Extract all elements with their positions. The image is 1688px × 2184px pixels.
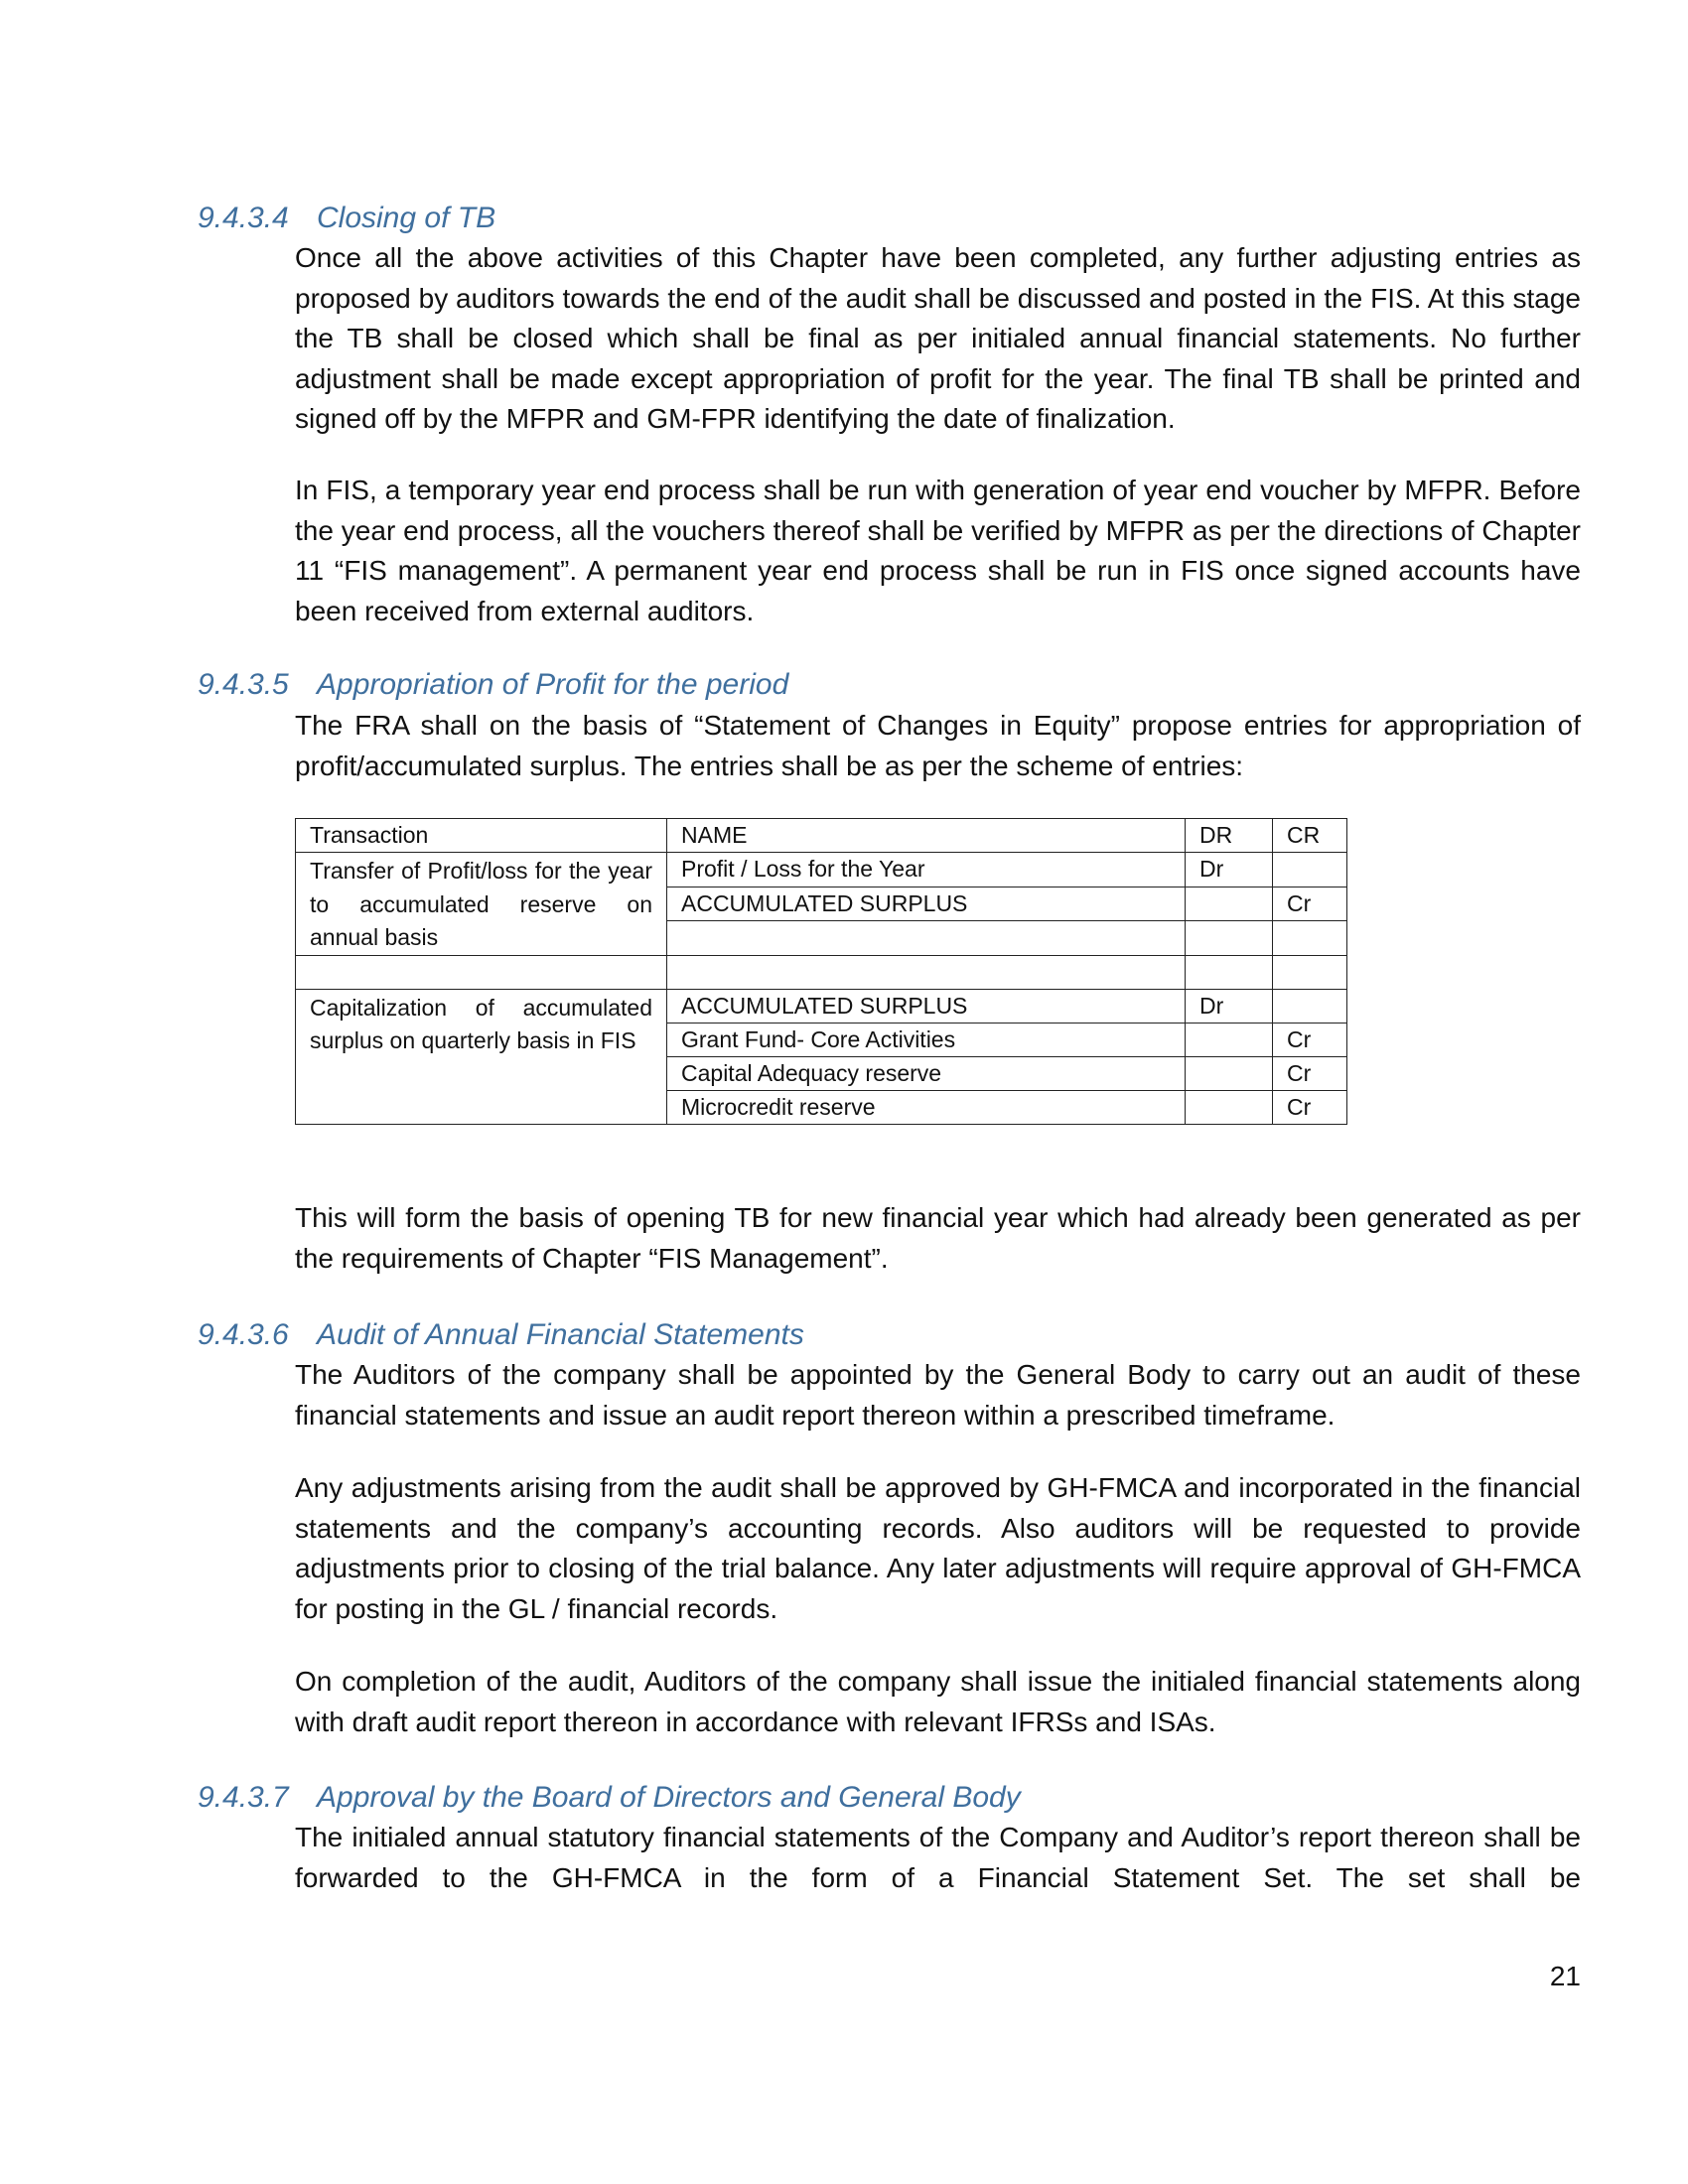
- section-heading-9-4-3-4: [198, 197, 1588, 240]
- dr-cell: [1186, 1023, 1273, 1056]
- transaction-cell: Transfer of Profit/loss for the year to accumulated reserve on annual basis: [296, 853, 667, 956]
- paragraph-adjustments: Any adjustments arising from the audit shall be approved by GH-FMCA and incorporated in the financial statements and the company’s accounting records. Also auditors will be requested to provide adjustments prior to closing of the trial balance. Any later adjustments will require approval of GH-FMCA for posting in the GL / financial records.: [295, 1472, 1581, 1624]
- cr-cell: [1273, 921, 1347, 956]
- cr-cell: Cr: [1273, 887, 1347, 921]
- section-number: 9.4.3.7: [198, 1781, 289, 1814]
- paragraph-year-end-process: In FIS, a temporary year end process shall be run with generation of year end voucher by MFPR. Before the year end process, all the vouchers thereof shall be verified by MFPR as per the directions of Chapter 11 “FIS management”. A permanent year end process shall be run in FIS once signed accounts have been received from external auditors.: [295, 475, 1581, 626]
- header-name: NAME: [667, 819, 1186, 853]
- transaction-cell: Capitalization of accumulated surplus on quarterly basis in FIS: [296, 989, 667, 1124]
- name-cell: [667, 921, 1186, 956]
- table-row: [296, 989, 1347, 1023]
- table-row: [296, 853, 1347, 887]
- section-number: 9.4.3.6: [198, 1318, 289, 1351]
- name-cell: Capital Adequacy reserve: [667, 1056, 1186, 1090]
- name-cell: Profit / Loss for the Year: [667, 853, 1186, 887]
- dr-cell: Dr: [1186, 853, 1273, 887]
- header-transaction: Transaction: [296, 819, 667, 853]
- entries-table: [295, 818, 1347, 1125]
- header-dr: DR: [1186, 819, 1273, 853]
- section-number: 9.4.3.5: [198, 668, 289, 701]
- section-title: Appropriation of Profit for the period: [317, 668, 789, 701]
- section-title: Audit of Annual Financial Statements: [317, 1318, 804, 1351]
- section-title: Closing of TB: [317, 202, 496, 234]
- section-heading-9-4-3-6: [198, 1313, 1588, 1357]
- table-empty-row: [296, 955, 1347, 989]
- section-title: Approval by the Board of Directors and General Body: [317, 1781, 1021, 1814]
- paragraph-opening-tb: This will form the basis of opening TB for new financial year which had already been generated as per the requirements of Chapter “FIS Management”.: [295, 1202, 1581, 1274]
- paragraph-approval: The initialed annual statutory financial statements of the Company and Auditor’s report thereon shall be forwarded to the GH-FMCA in the form of a Financial Statement Set. The set shall be: [295, 1822, 1581, 1893]
- section-heading-9-4-3-5: [198, 663, 1588, 707]
- page-number: 21: [1549, 1961, 1581, 1991]
- paragraph-appropriation: The FRA shall on the basis of “Statement of Changes in Equity” propose entries for appropriation of profit/accumulated surplus. The entries shall be as per the scheme of entries:: [295, 710, 1581, 781]
- cr-cell: Cr: [1273, 1023, 1347, 1056]
- name-cell: Microcredit reserve: [667, 1090, 1186, 1124]
- dr-cell: [1186, 887, 1273, 921]
- cr-cell: Cr: [1273, 1090, 1347, 1124]
- name-cell: ACCUMULATED SURPLUS: [667, 887, 1186, 921]
- paragraph-completion: On completion of the audit, Auditors of the company shall issue the initialed financial statements along with draft audit report thereon in accordance with relevant IFRSs and ISAs.: [295, 1666, 1581, 1737]
- paragraph-closing-tb: Once all the above activities of this Chapter have been completed, any further adjusting entries as proposed by auditors towards the end of the audit shall be discussed and posted in the FIS. At this stage the TB shall be closed which shall be final as per initialed annual financial statements. No further adjustment shall be made except appropriation of profit for the year. The final TB shall be printed and signed off by the MFPR and GM-FPR identifying the date of finalization.: [295, 242, 1581, 434]
- name-cell: ACCUMULATED SURPLUS: [667, 989, 1186, 1023]
- table-header-row: [296, 819, 1347, 853]
- section-heading-9-4-3-7: [198, 1776, 1588, 1820]
- section-number: 9.4.3.4: [198, 202, 289, 234]
- name-cell: Grant Fund- Core Activities: [667, 1023, 1186, 1056]
- header-cr: CR: [1273, 819, 1347, 853]
- paragraph-auditors-appointed: The Auditors of the company shall be appointed by the General Body to carry out an audit of these financial statements and issue an audit report thereon within a prescribed timeframe.: [295, 1359, 1581, 1431]
- cr-cell: [1273, 853, 1347, 887]
- dr-cell: Dr: [1186, 989, 1273, 1023]
- dr-cell: [1186, 921, 1273, 956]
- dr-cell: [1186, 1090, 1273, 1124]
- cr-cell: [1273, 989, 1347, 1023]
- cr-cell: Cr: [1273, 1056, 1347, 1090]
- dr-cell: [1186, 1056, 1273, 1090]
